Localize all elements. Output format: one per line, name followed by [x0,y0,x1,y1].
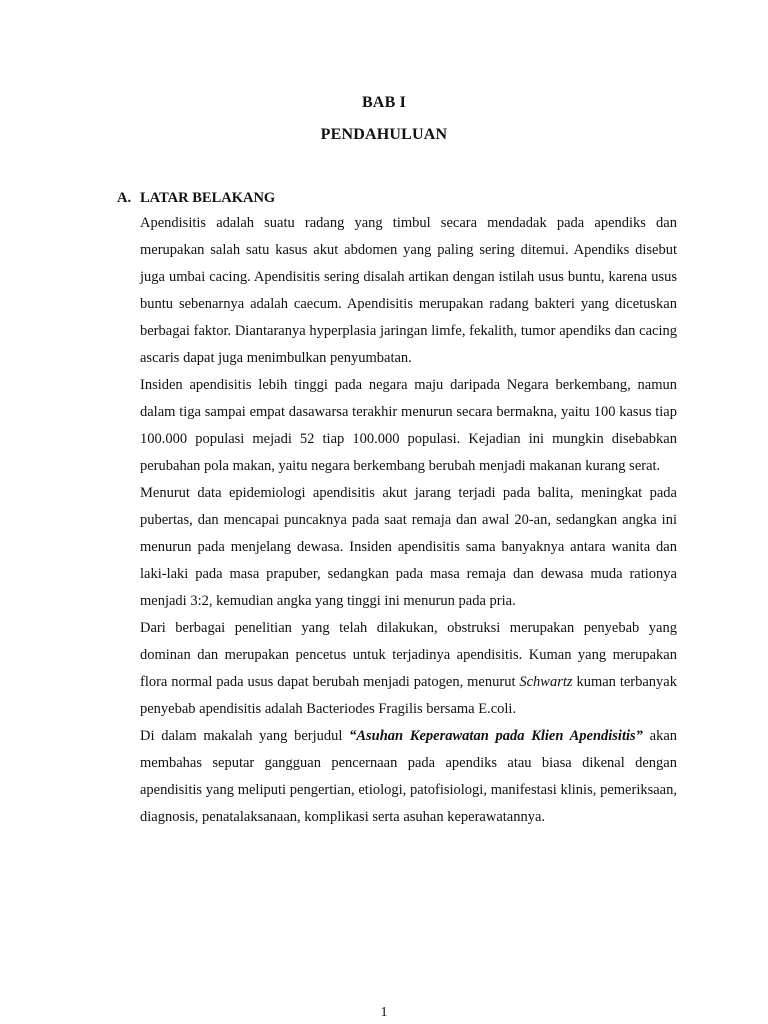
section-heading [117,190,275,207]
body-text [140,210,677,831]
paragraph-5 [140,723,677,831]
author-citation: Schwartz [519,674,573,690]
paragraph-1: Apendisitis adalah suatu radang yang timbul secara mendadak pada apendiks dan merupakan salah satu kasus akut abdomen yang paling sering ditemui. Apendiks disebut juga umbai cacing. Apendisitis sering disalah artikan dengan istilah usus buntu, karena usus buntu sebenarnya adalah caecum. Apendisitis merupakan radang bakteri yang dicetuskan berbagai faktor. Diantaranya hyperplasia jaringan limfe, fekalith, tumor apendiks dan cacing ascaris dapat juga menimbulkan penyumbatan. [140,215,677,366]
section-title: LATAR BELAKANG [140,190,276,206]
paragraph-4-text-start: Dari berbagai penelitian yang telah dilakukan, obstruksi merupakan penyebab yang dominan dan merupakan pencetus untuk terjadinya apendisitis. Kuman yang merupakan flora normal pada usus dapat berubah menjadi patogen, menurut [140,620,677,690]
section-marker: A. [117,190,132,206]
page-number: 1 [380,1005,388,1020]
paragraph-5-text-start: Di dalam makalah yang berjudul [140,728,350,744]
paragraph-5-text-end: akan membahas seputar gangguan pencernaan pada apendiks atau biasa dikenal dengan apendisitis yang meliputi pengertian, etiologi, patofisiologi, manifestasi klinis, pemeriksaan, diagnosis, penatalaksanaan, komplikasi serta asuhan keperawatannya. [140,728,678,825]
paragraph-2: Insiden apendisitis lebih tinggi pada negara maju daripada Negara berkembang, namun dalam tiga sampai empat dasawarsa terakhir menurun secara bermakna, yaitu 100 kasus tiap 100.000 populasi mejadi 52 tiap 100.000 populasi. Kejadian ini mungkin disebabkan perubahan pola makan, yaitu negara berkembang berubah menjadi makanan kurang serat. [140,377,677,474]
paper-title-quote: “Asuhan Keperawatan pada Klien Apendisitis” [349,728,643,744]
paragraph-4 [140,615,677,723]
chapter-number: BAB I [361,94,407,111]
paragraph-4-text-end: kuman terbanyak penyebab apendisitis adalah Bacteriodes Fragilis bersama E.coli. [140,674,677,717]
paragraph-3: Menurut data epidemiologi apendisitis akut jarang terjadi pada balita, meningkat pada pubertas, dan mencapai puncaknya pada saat remaja dan awal 20-an, sedangkan angka ini menurun pada menjelang dewasa. Insiden apendisitis sama banyaknya antara wanita dan laki-laki pada masa prapuber, sedangkan pada masa remaja dan dewasa muda rationya menjadi 3:2, kemudian angka yang tinggi ini menurun pada pria. [140,485,677,609]
chapter-title: PENDAHULUAN [320,126,448,143]
